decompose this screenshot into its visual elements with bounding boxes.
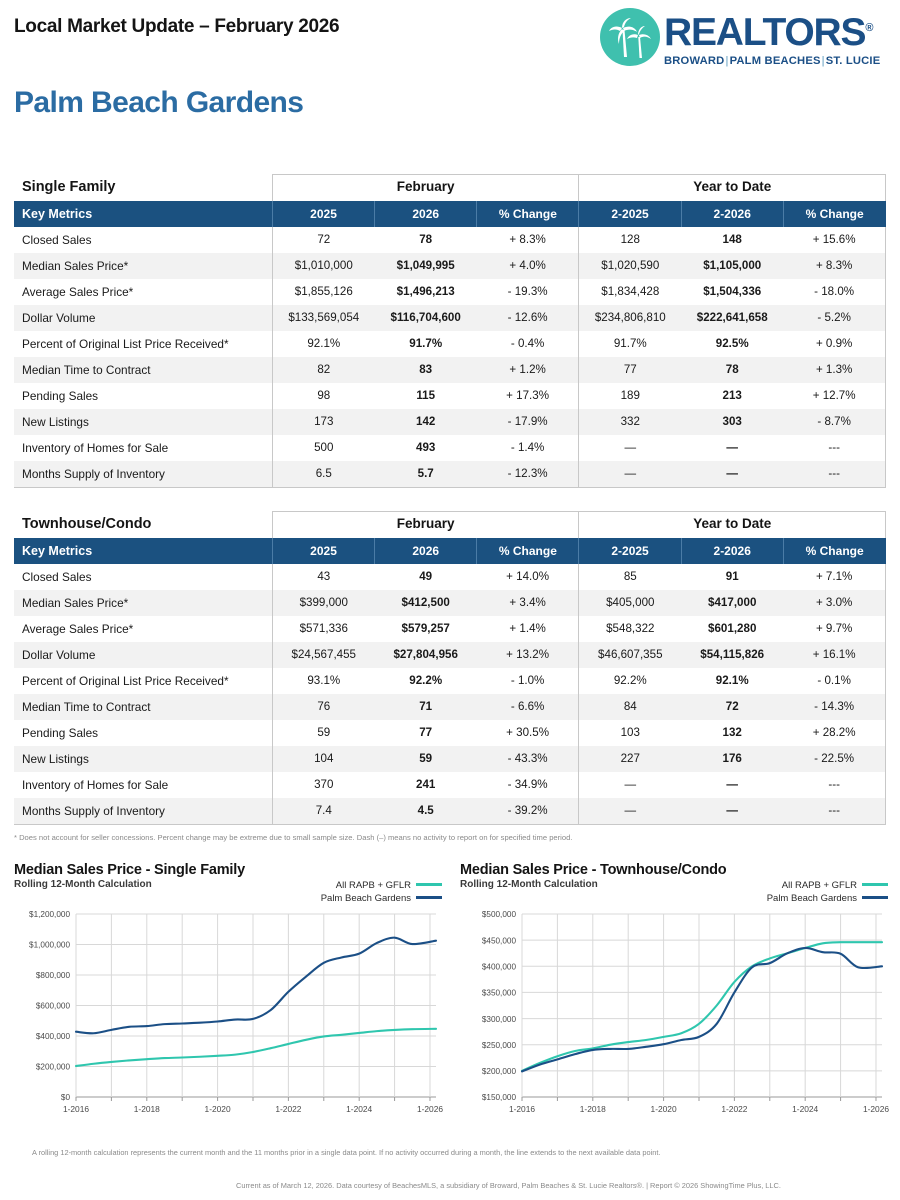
ytd-prev-value: $234,806,810 [594,311,666,324]
ytd-prev-value: — [624,441,637,454]
month-change-value: - 39.2% [477,798,579,825]
realtors-logo [600,6,890,70]
month-prev-value: 92.1% [272,331,374,357]
table-row [14,642,886,668]
ytd-current-value: 91 [725,570,739,583]
table-title: Single Family [14,175,272,201]
ytd-change-value: + 9.7% [783,616,885,642]
metric: Median Time to Contract [22,699,151,714]
table-row [14,331,886,357]
col-key-metrics: Key Metrics [14,201,272,227]
month-current-value: $1,049,995 [396,259,455,272]
col-month-cur: 2026 [375,538,477,564]
ytd-prev-value: 84 [623,700,637,713]
month-prev-value: 59 [272,720,374,746]
metric: Average Sales Price* [22,284,134,299]
logo-region-broward: BROWARD [664,55,725,67]
svg-text:$250,000: $250,000 [481,1040,516,1050]
legend-label: Palm Beach Gardens [766,893,857,904]
month-change-value: + 30.5% [477,720,579,746]
col-month-prev: 2025 [272,538,374,564]
metric: Median Sales Price* [22,595,129,610]
ytd-prev-value: 227 [620,752,640,765]
svg-text:1-2018: 1-2018 [579,1104,606,1114]
ytd-current-value: $54,115,826 [700,648,765,661]
month-change-value: + 17.3% [477,383,579,409]
ytd-current-value: — [681,461,783,488]
month-prev-value: 7.4 [272,798,374,825]
svg-text:1-2018: 1-2018 [133,1104,160,1114]
group-header-month: February [272,512,579,538]
col-month-cur: 2026 [375,201,477,227]
group-header-month: February [272,175,579,201]
legend-label: All RAPB + GFLR [335,880,411,891]
metric: Inventory of Homes for Sale [22,777,169,792]
col-month-change: % Change [477,201,579,227]
metric: Months Supply of Inventory [14,461,272,488]
month-change-value: - 34.9% [477,772,579,798]
legend-item-palm-beach-gardens [767,892,888,905]
ytd-prev-value: 189 [620,389,640,402]
ytd-current-value: — [726,778,738,791]
ytd-current-value: 72 [725,700,739,713]
col-ytd-cur: 2-2026 [681,538,783,564]
ytd-current-value: 132 [722,726,742,739]
ytd-current-value: 213 [722,389,742,402]
single-family-table [14,174,886,488]
svg-text:$800,000: $800,000 [35,971,70,981]
ytd-change-value: - 8.7% [783,409,885,435]
svg-text:$1,000,000: $1,000,000 [29,940,70,950]
svg-text:$150,000: $150,000 [481,1093,516,1103]
table-row [14,772,886,798]
ytd-current-value: — [681,798,783,825]
city-heading: Palm Beach Gardens [14,86,304,119]
metric: Dollar Volume [22,310,96,325]
ytd-change-value: + 15.6% [783,227,885,253]
group-header-row [14,175,886,201]
table-row [14,409,886,435]
metric: Percent of Original List Price Received* [22,336,229,351]
month-current-value: 78 [419,233,433,246]
logo-word-text: REALTORS [664,11,866,54]
month-prev-value: 82 [272,357,374,383]
metric: Percent of Original List Price Received* [22,673,229,688]
month-current-value: 83 [419,363,433,376]
ytd-prev-value: $548,322 [606,622,655,635]
month-prev-value: $1,010,000 [272,253,374,279]
month-prev-value: 98 [272,383,374,409]
svg-text:1-2022: 1-2022 [275,1104,302,1114]
footnote-concessions: * Does not account for seller concessions. Percent change may be extreme due to small sample size. Dash (–) means no activity to report on for specified time period. [14,833,573,842]
month-change-value: - 6.6% [477,694,579,720]
svg-text:1-2020: 1-2020 [204,1104,231,1114]
chart-median-price-townhouse-condo [460,862,890,1137]
ytd-current-value: 92.1% [715,674,749,687]
month-prev-value: 104 [272,746,374,772]
metric: Median Sales Price* [22,258,129,273]
month-prev-value: 500 [272,435,374,461]
ytd-prev-value: — [579,461,681,488]
ytd-prev-value: 92.2% [613,674,647,687]
ytd-current-value: 176 [722,752,742,765]
col-ytd-cur: 2-2026 [681,201,783,227]
svg-text:$400,000: $400,000 [35,1032,70,1042]
month-current-value: 115 [416,389,436,402]
ytd-prev-value: $1,834,428 [601,285,660,298]
ytd-prev-value: — [624,778,637,791]
svg-text:$0: $0 [60,1093,70,1103]
ytd-change-value: --- [783,772,885,798]
townhouse-condo-table-block [14,511,886,825]
month-current-value: 59 [419,752,433,765]
month-prev-value: 76 [272,694,374,720]
svg-text:1-2022: 1-2022 [721,1104,748,1114]
ytd-current-value: $1,504,336 [703,285,762,298]
chart-legend [321,879,442,905]
month-prev-value: 72 [272,227,374,253]
ytd-change-value: --- [783,435,885,461]
table-row [14,694,886,720]
footnote-data-source: Current as of March 12, 2026. Data courtesy of BeachesMLS, a subsidiary of Broward, Palm Beaches & St. Lucie Realtors®. | Report © 2026 ShowingTime Plus, LLC. [236,1181,781,1190]
ytd-current-value: $417,000 [708,596,757,609]
month-change-value: - 17.9% [477,409,579,435]
month-change-value: + 4.0% [477,253,579,279]
month-change-value: - 0.4% [477,331,579,357]
logo-region-st-lucie: ST. LUCIE [825,55,881,67]
month-prev-value: $133,569,054 [272,305,374,331]
ytd-change-value: - 18.0% [783,279,885,305]
table-row [14,279,886,305]
ytd-change-value: - 14.3% [783,694,885,720]
metric: Pending Sales [22,388,99,403]
legend-item-all-rapb-gflr [321,879,442,892]
legend-swatch-icon [416,896,442,899]
month-current-value: 5.7 [375,461,477,488]
ytd-prev-value: 128 [620,233,640,246]
chart-title: Median Sales Price - Single Family [14,862,245,878]
table-row [14,305,886,331]
ytd-change-value: + 7.1% [783,564,885,590]
ytd-current-value: 92.5% [715,337,749,350]
metric: New Listings [22,751,89,766]
month-change-value: - 12.6% [477,305,579,331]
month-prev-value: 43 [272,564,374,590]
svg-text:$500,000: $500,000 [481,910,516,920]
month-change-value: + 3.4% [477,590,579,616]
registered-mark-icon: ® [865,22,873,34]
ytd-prev-value: — [579,798,681,825]
palm-tree-icon [600,8,660,66]
group-header-ytd: Year to Date [579,175,886,201]
col-month-change: % Change [477,538,579,564]
col-ytd-prev: 2-2025 [579,538,681,564]
page-header [0,0,900,119]
month-change-value: - 19.3% [477,279,579,305]
table-row [14,227,886,253]
month-current-value: 241 [416,778,436,791]
month-prev-value: $399,000 [272,590,374,616]
table-row [14,357,886,383]
svg-text:1-2026: 1-2026 [862,1104,890,1114]
legend-swatch-icon [416,883,442,886]
month-prev-value: 93.1% [272,668,374,694]
metric: Average Sales Price* [22,621,134,636]
metric: Pending Sales [22,725,99,740]
month-change-value: + 8.3% [477,227,579,253]
legend-swatch-icon [862,896,888,899]
logo-wordmark [664,8,880,68]
ytd-change-value: - 0.1% [783,668,885,694]
ytd-change-value: --- [783,798,885,825]
table-row [14,461,886,488]
table-title: Townhouse/Condo [14,512,272,538]
table-row [14,383,886,409]
ytd-current-value: 303 [722,415,742,428]
month-current-value: $27,804,956 [393,648,458,661]
metric: Closed Sales [22,569,92,584]
metric: Inventory of Homes for Sale [22,440,169,455]
logo-separator-1: | [725,55,729,67]
chart-title: Median Sales Price - Townhouse/Condo [460,862,727,878]
ytd-change-value: + 1.3% [783,357,885,383]
month-current-value: $579,257 [401,622,450,635]
legend-swatch-icon [862,883,888,886]
ytd-prev-value: $1,020,590 [601,259,660,272]
col-ytd-prev: 2-2025 [579,201,681,227]
month-current-value: 77 [419,726,433,739]
ytd-prev-value: 332 [620,415,640,428]
legend-label: Palm Beach Gardens [320,893,411,904]
col-ytd-change: % Change [783,538,885,564]
ytd-change-value: - 5.2% [783,305,885,331]
table-row [14,616,886,642]
legend-item-all-rapb-gflr [767,879,888,892]
ytd-current-value: $1,105,000 [703,259,762,272]
column-header-row [14,201,886,227]
metric: Months Supply of Inventory [14,798,272,825]
ytd-change-value: --- [783,461,885,488]
ytd-change-value: + 3.0% [783,590,885,616]
ytd-prev-value: 91.7% [613,337,647,350]
svg-text:$600,000: $600,000 [35,1001,70,1011]
ytd-current-value: 78 [725,363,739,376]
month-current-value: 142 [416,415,436,428]
single-family-table-block [14,174,886,488]
metric: Median Time to Contract [22,362,151,377]
svg-text:$200,000: $200,000 [481,1067,516,1077]
chart-legend [767,879,888,905]
svg-text:$400,000: $400,000 [481,962,516,972]
month-prev-value: 6.5 [272,461,374,488]
month-current-value: $1,496,213 [396,285,455,298]
ytd-change-value: + 28.2% [783,720,885,746]
month-prev-value: $1,855,126 [272,279,374,305]
ytd-current-value: — [726,441,738,454]
month-current-value: 92.2% [409,674,443,687]
ytd-change-value: + 16.1% [783,642,885,668]
chart-subtitle: Rolling 12-Month Calculation [14,879,152,890]
month-change-value: + 1.2% [477,357,579,383]
townhouse-condo-table-body [14,564,886,825]
group-header-ytd: Year to Date [579,512,886,538]
month-change-value: - 12.3% [477,461,579,488]
month-current-value: 493 [416,441,436,454]
table-row [14,435,886,461]
ytd-prev-value: 85 [623,570,637,583]
svg-text:$1,200,000: $1,200,000 [29,910,70,920]
ytd-prev-value: 77 [623,363,637,376]
month-current-value: $412,500 [401,596,450,609]
ytd-prev-value: $46,607,355 [598,648,663,661]
month-change-value: - 43.3% [477,746,579,772]
chart-plot-area [460,908,890,1123]
month-current-value: $116,704,600 [390,311,461,324]
metric: Dollar Volume [22,647,96,662]
table-row [14,590,886,616]
ytd-prev-value: $405,000 [606,596,655,609]
month-current-value: 71 [419,700,433,713]
chart-median-price-single-family [14,862,444,1137]
ytd-current-value: 148 [722,233,742,246]
svg-text:1-2016: 1-2016 [62,1104,90,1114]
svg-text:1-2026: 1-2026 [416,1104,444,1114]
month-prev-value: 370 [272,772,374,798]
month-prev-value: $571,336 [272,616,374,642]
col-month-prev: 2025 [272,201,374,227]
metric: New Listings [22,414,89,429]
column-header-row [14,538,886,564]
ytd-prev-value: 103 [620,726,640,739]
table-row [14,564,886,590]
ytd-change-value: - 22.5% [783,746,885,772]
chart-subtitle: Rolling 12-Month Calculation [460,879,598,890]
month-change-value: - 1.0% [477,668,579,694]
group-header-row [14,512,886,538]
svg-text:$200,000: $200,000 [35,1062,70,1072]
footnote-rolling-calculation: A rolling 12-month calculation represents the current month and the 11 months prior in a single data point. If no activity occurred during a month, the line extends to the next available data point. [32,1148,661,1157]
table-row [14,668,886,694]
svg-text:1-2024: 1-2024 [792,1104,819,1114]
legend-label: All RAPB + GFLR [781,880,857,891]
month-current-value: 4.5 [375,798,477,825]
table-row [14,253,886,279]
svg-text:1-2020: 1-2020 [650,1104,677,1114]
ytd-change-value: + 8.3% [783,253,885,279]
legend-item-palm-beach-gardens [321,892,442,905]
logo-region-palm-beaches: PALM BEACHES [729,55,821,67]
month-change-value: + 13.2% [477,642,579,668]
single-family-table-body [14,227,886,488]
col-ytd-change: % Change [783,201,885,227]
month-change-value: + 1.4% [477,616,579,642]
logo-separator-2: | [821,55,825,67]
svg-text:1-2016: 1-2016 [508,1104,536,1114]
month-prev-value: 173 [272,409,374,435]
svg-text:1-2024: 1-2024 [346,1104,373,1114]
col-key-metrics: Key Metrics [14,538,272,564]
ytd-change-value: + 0.9% [783,331,885,357]
metric: Closed Sales [22,232,92,247]
ytd-current-value: $601,280 [708,622,757,635]
month-change-value: - 1.4% [477,435,579,461]
page-title: Local Market Update – February 2026 [14,16,340,37]
ytd-current-value: $222,641,658 [696,311,768,324]
svg-text:$300,000: $300,000 [481,1014,516,1024]
svg-text:$350,000: $350,000 [481,988,516,998]
townhouse-condo-table [14,511,886,825]
table-row [14,746,886,772]
month-change-value: + 14.0% [477,564,579,590]
month-current-value: 91.7% [409,337,443,350]
month-current-value: 49 [419,570,433,583]
table-row [14,720,886,746]
ytd-change-value: + 12.7% [783,383,885,409]
svg-text:$450,000: $450,000 [481,936,516,946]
month-prev-value: $24,567,455 [272,642,374,668]
chart-plot-area [14,908,444,1123]
table-row [14,798,886,825]
